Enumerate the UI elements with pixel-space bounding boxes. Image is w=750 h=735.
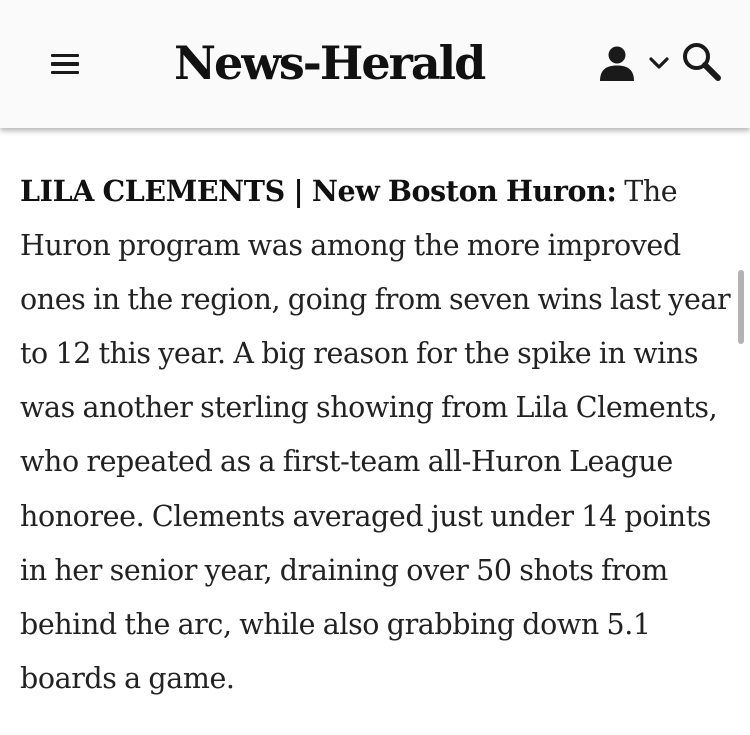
search-button[interactable] xyxy=(680,40,724,84)
separator: | xyxy=(284,174,312,208)
athlete-name: LILA CLEMENTS xyxy=(20,174,285,208)
article-body: The Huron program was among the more improved ones in the region, going from seven wins last year to 12 this year. A big reason for the spike in wins was another sterling showing from Lila Clements, who repeated as a first-team all-Huron League honoree. Clements averaged just under 14 points in her senior year, draining over 50 shots from behind the arc, while also grabbing down 5.1 boards a game. xyxy=(20,175,731,695)
site-logo[interactable]: News-Herald xyxy=(174,36,485,90)
account-button[interactable] xyxy=(596,44,674,84)
chevron-down-icon xyxy=(651,59,667,67)
article-paragraph xyxy=(20,164,732,706)
site-header xyxy=(0,0,750,128)
school-name: New Boston Huron: xyxy=(311,174,617,208)
user-icon xyxy=(596,44,674,84)
menu-button[interactable] xyxy=(44,46,86,82)
search-icon xyxy=(680,40,724,84)
hamburger-menu-icon xyxy=(51,54,79,58)
scrollbar[interactable] xyxy=(738,270,744,344)
